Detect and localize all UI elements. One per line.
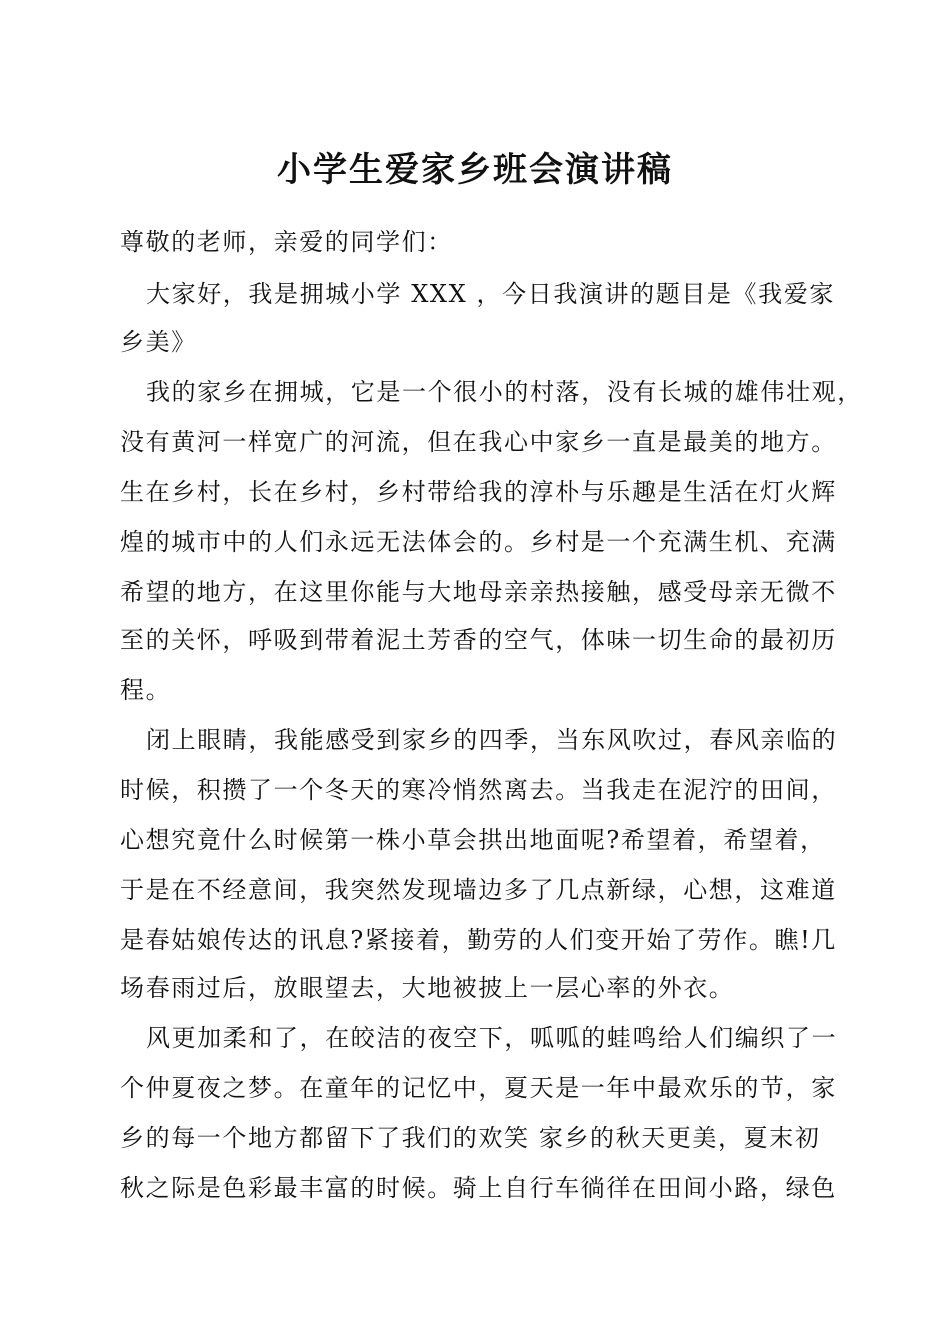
body-line: 煌的城市中的人们永远无法体会的。乡村是一个充满生机、充满 — [120, 528, 837, 556]
body-line: 个仲夏夜之梦。在童年的记忆中，夏天是一年中最欢乐的节，家 — [120, 1074, 837, 1102]
body-line: 于是在不经意间，我突然发现墙边多了几点新绿，心想，这难道 — [120, 876, 837, 904]
body-line: 风更加柔和了，在皎洁的夜空下，呱呱的蛙鸣给人们编织了一 — [146, 1024, 838, 1052]
body-line: 时候，积攒了一个冬天的寒冷悄然离去。当我走在泥泞的田间， — [120, 776, 837, 804]
body-line: 没有黄河一样宽广的河流，但在我心中家乡一直是最美的地方。 — [120, 428, 837, 456]
body-line: 乡美》 — [120, 328, 197, 356]
salutation-line: 尊敬的老师，亲爱的同学们： — [120, 228, 453, 256]
body-line: 闭上眼睛，我能感受到家乡的四季，当东风吹过，春风亲临的 — [146, 726, 838, 754]
body-line: 希望的地方，在这里你能与大地母亲亲热接触，感受母亲无微不 — [120, 578, 837, 606]
body-line: 程。 — [120, 676, 172, 704]
body-line: 心想究竟什么时候第一株小草会拱出地面呢?希望着，希望着， — [120, 826, 826, 854]
body-line: 大家好，我是拥城小学 XXX ，今日我演讲的题目是《我爱家 — [146, 280, 835, 308]
body-line: 场春雨过后，放眼望去，大地被披上一层心率的外衣。 — [120, 974, 735, 1002]
body-line: 我的家乡在拥城，它是一个很小的村落，没有长城的雄伟壮观， — [146, 378, 863, 406]
body-line: 秋之际是色彩最丰富的时候。骑上自行车徜徉在田间小路，绿色 — [120, 1174, 837, 1202]
body-line: 生在乡村，长在乡村，乡村带给我的淳朴与乐趣是生活在灯火辉 — [120, 478, 837, 506]
body-line: 是春姑娘传达的讯息?紧接着，勤劳的人们变开始了劳作。瞧!几 — [120, 926, 837, 954]
document-title: 小学生爱家乡班会演讲稿 — [277, 150, 673, 190]
body-line: 至的关怀，呼吸到带着泥土芳香的空气，体味一切生命的最初历 — [120, 626, 837, 654]
body-line: 乡的每一个地方都留下了我们的欢笑 家乡的秋天更美，夏末初 — [120, 1124, 821, 1152]
